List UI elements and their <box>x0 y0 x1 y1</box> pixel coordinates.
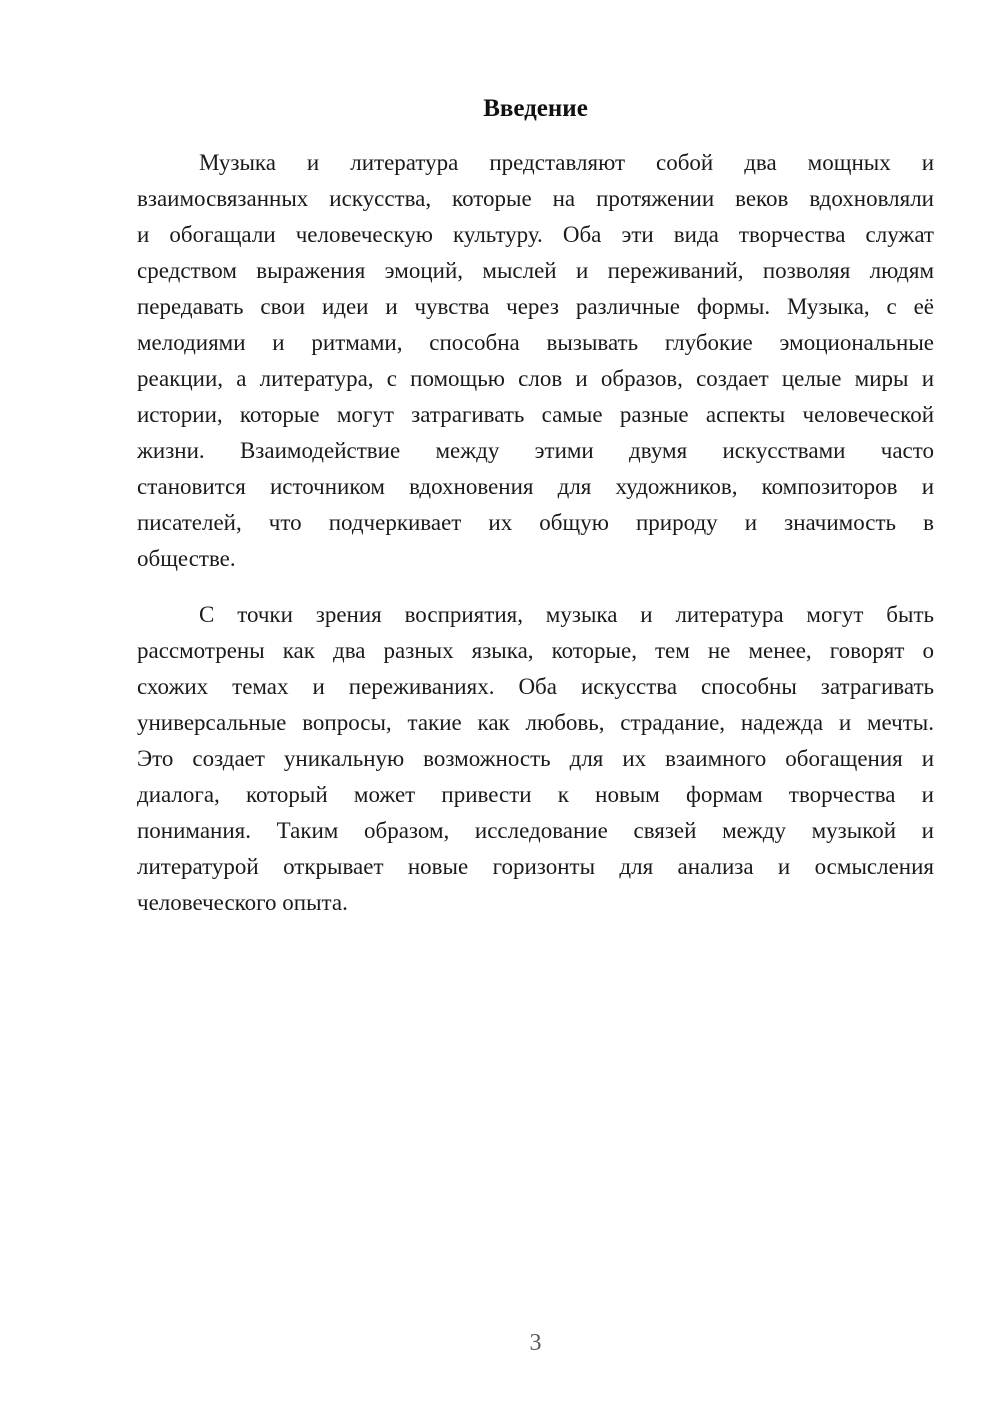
text-line: истории, которые могут затрагивать самые разные аспекты человеческой <box>137 402 934 427</box>
text-line: понимания. Таким образом, исследование связей между музыкой и <box>137 818 934 843</box>
document-body <box>137 145 934 921</box>
text-line: универсальные вопросы, такие как любовь, страдание, надежда и мечты. <box>137 710 934 735</box>
page-title: Введение <box>483 95 588 122</box>
paragraph <box>137 145 934 577</box>
text-line: Это создает уникальную возможность для их взаимного обогащения и <box>137 746 934 771</box>
page-number: 3 <box>529 1330 542 1356</box>
text-line: и обогащали человеческую культуру. Оба эти вида творчества служат <box>137 222 934 247</box>
text-line: схожих темах и переживаниях. Оба искусства способны затрагивать <box>137 674 934 699</box>
text-line: литературой открывает новые горизонты для анализа и осмысления <box>137 854 934 879</box>
text-line: взаимосвязанных искусства, которые на протяжении веков вдохновляли <box>137 186 934 211</box>
paragraph <box>137 597 934 921</box>
text-line: становится источником вдохновения для художников, композиторов и <box>137 474 934 499</box>
text-line: передавать свои идеи и чувства через различные формы. Музыка, с её <box>137 294 934 319</box>
text-line: Музыка и литература представляют собой два мощных и <box>199 150 934 175</box>
text-line: человеческого опыта. <box>137 890 348 915</box>
text-line: мелодиями и ритмами, способна вызывать глубокие эмоциональные <box>137 330 934 355</box>
text-line: обществе. <box>137 546 236 571</box>
text-line: реакции, а литература, с помощью слов и образов, создает целые миры и <box>137 366 934 391</box>
text-line: писателей, что подчеркивает их общую природу и значимость в <box>137 510 934 535</box>
text-line: С точки зрения восприятия, музыка и литература могут быть <box>199 602 934 627</box>
text-line: рассмотрены как два разных языка, которые, тем не менее, говорят о <box>137 638 934 663</box>
text-line: диалога, который может привести к новым формам творчества и <box>137 782 934 807</box>
text-line: средством выражения эмоций, мыслей и переживаний, позволяя людям <box>137 258 934 283</box>
text-line: жизни. Взаимодействие между этими двумя искусствами часто <box>137 438 934 463</box>
